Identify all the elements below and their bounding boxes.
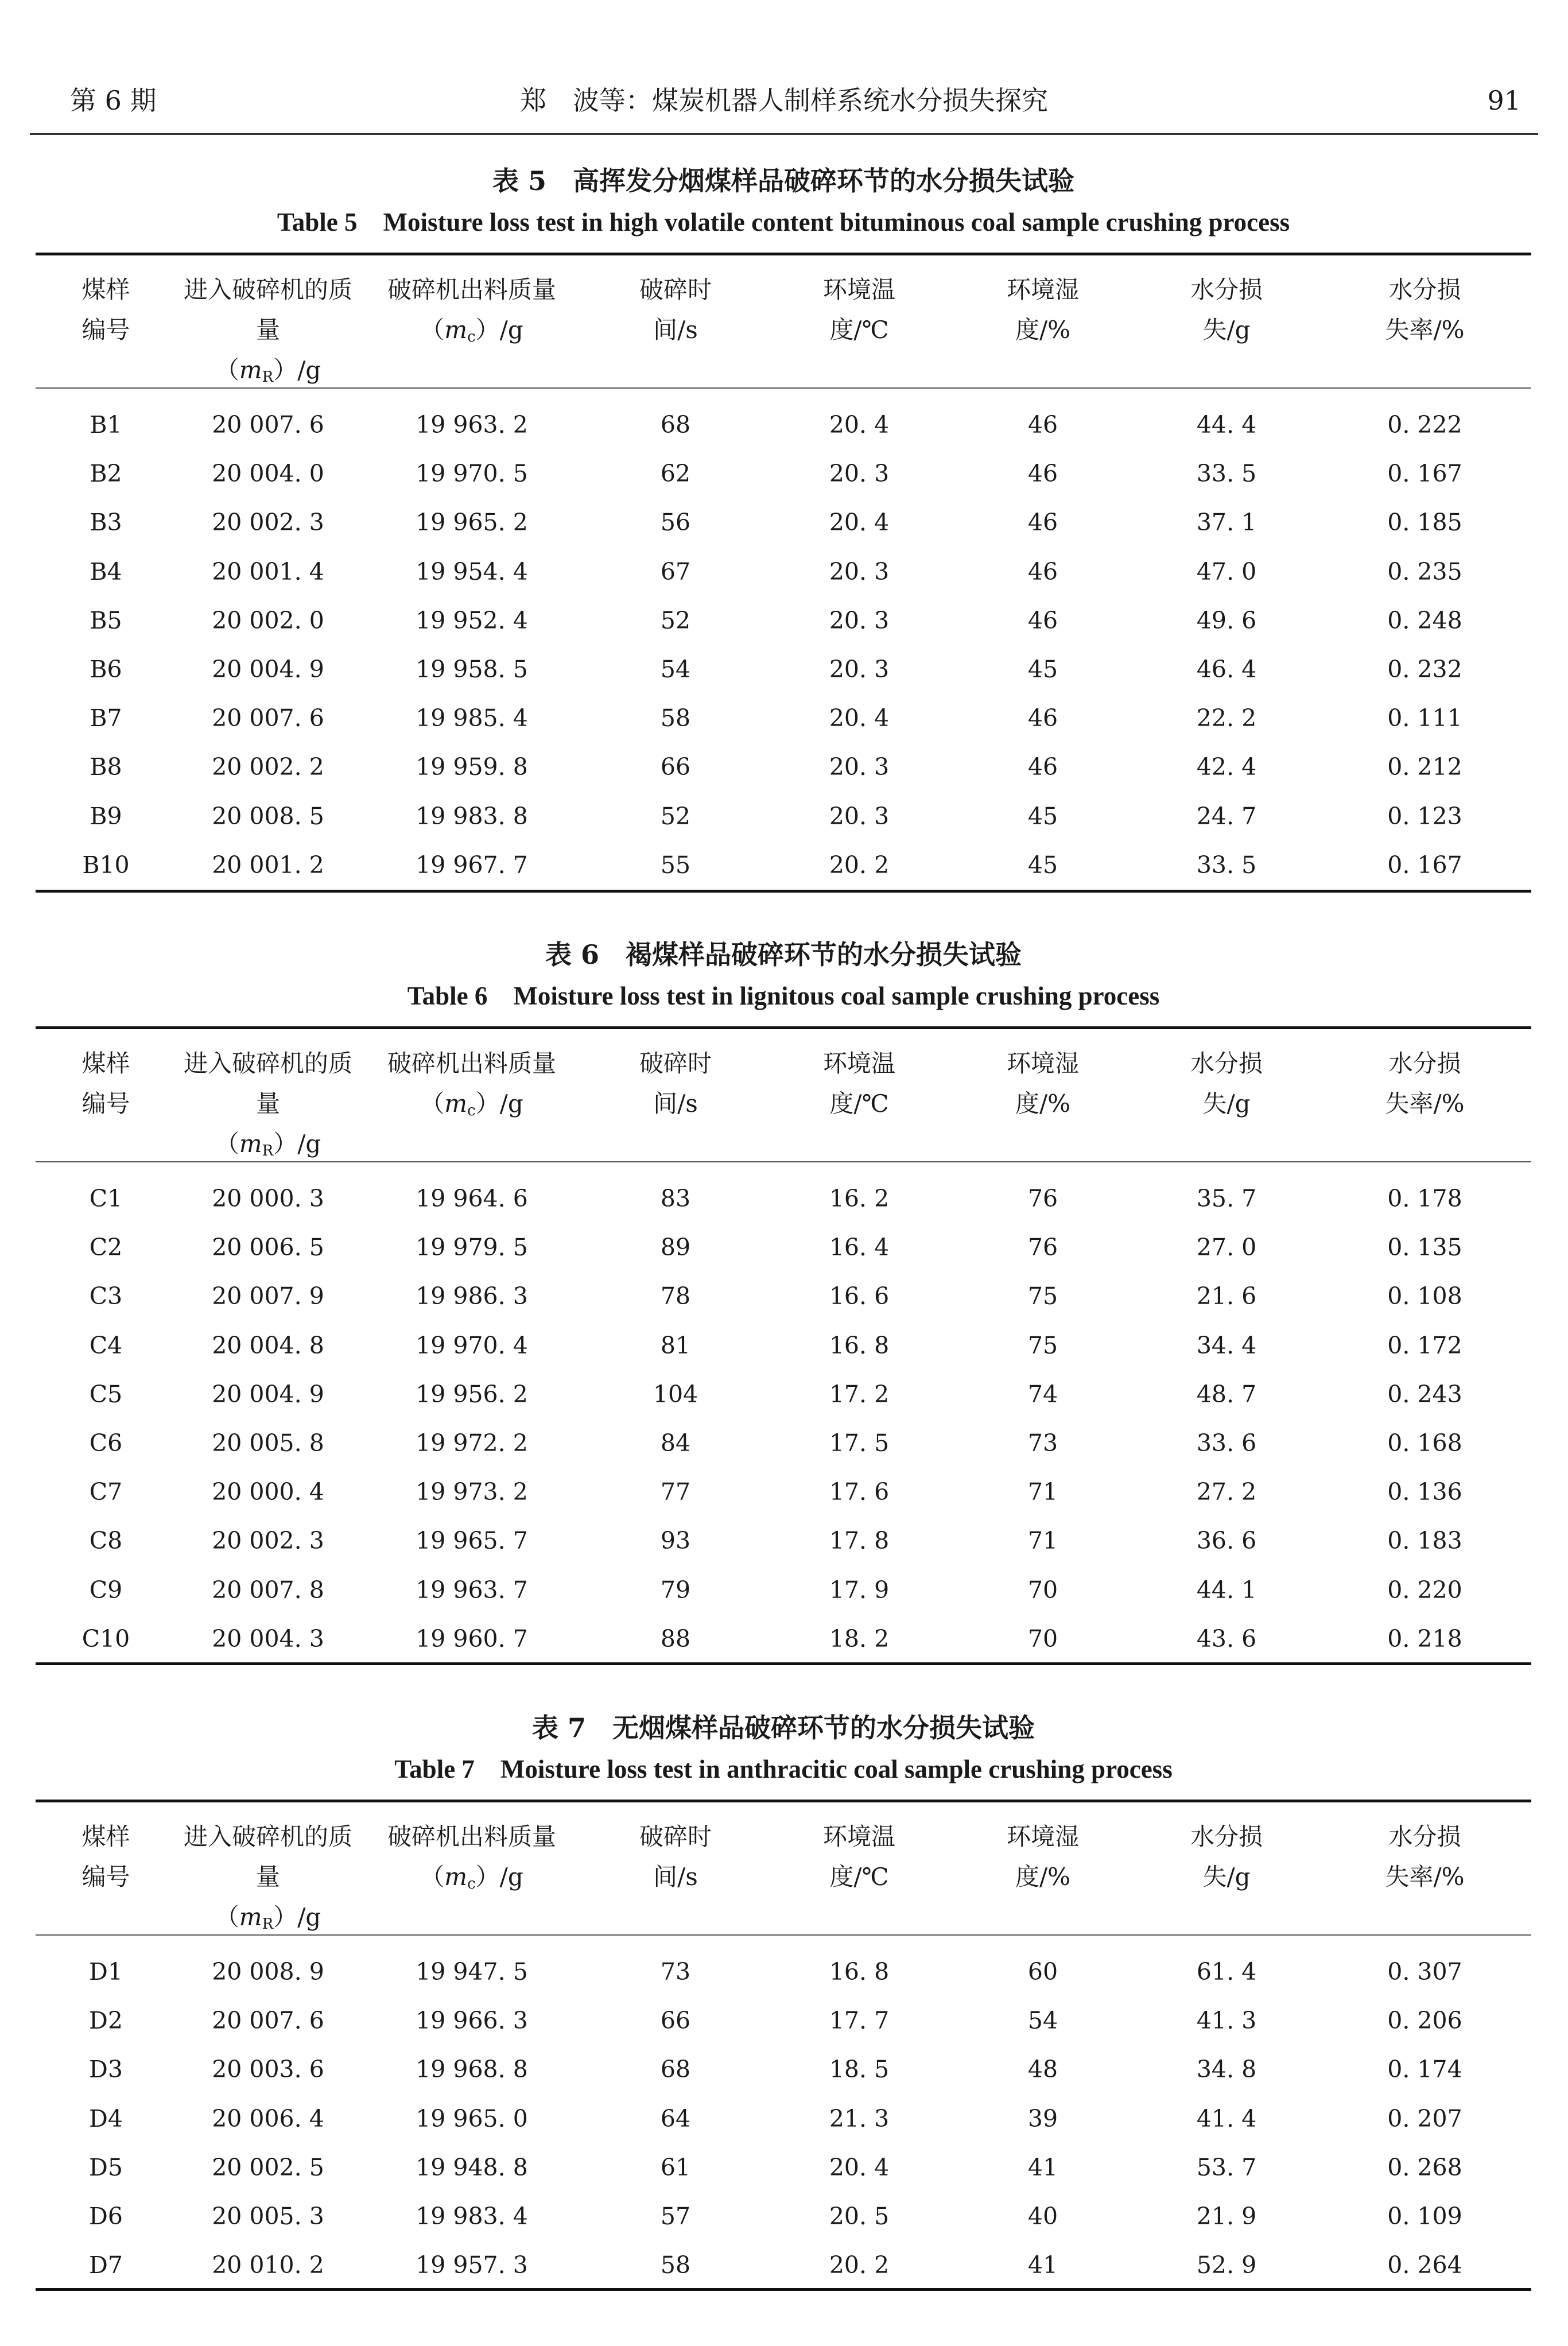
table-cell: 20 001. 4 [212, 557, 324, 585]
table-cell: 83 [660, 1185, 691, 1212]
table-cell: 20. 4 [829, 411, 890, 439]
issue-number: 第 6 期 [70, 85, 157, 116]
table-header-row [36, 270, 1531, 397]
table-cell: 34. 4 [1196, 1331, 1257, 1359]
table-cell: 20. 3 [829, 802, 890, 830]
table-top-rule [36, 1800, 1531, 1802]
table-row [36, 554, 1531, 589]
table-cell: 58 [660, 2251, 691, 2279]
table-cell: 41 [1027, 2153, 1058, 2181]
table-row [36, 1573, 1531, 1607]
table-cell: 49. 6 [1196, 606, 1257, 634]
header-cell-moisture-loss: 水分损 失/g [1190, 276, 1263, 344]
table-cell: 19 963. 7 [416, 1576, 528, 1604]
table-cell: 19 965. 7 [416, 1527, 528, 1555]
header-cell-input-mass: 进入破碎机的质量 $(m_R)/g$ [183, 276, 352, 386]
table-cell: 19 957. 3 [416, 2251, 528, 2279]
table-cell: 37. 1 [1196, 509, 1257, 537]
table-cell: 52 [660, 802, 691, 830]
table-cell: 0. 167 [1387, 460, 1462, 488]
table-cell: 70 [1027, 1624, 1058, 1653]
table-cell: C1 [89, 1185, 123, 1212]
header-cell-loss-rate: 水分损 失率/% [1385, 1822, 1465, 1891]
table-cell: 0. 232 [1387, 656, 1462, 683]
table-row [36, 1426, 1531, 1460]
table-cell: 20. 3 [829, 606, 890, 634]
table-cell: 46 [1027, 411, 1058, 439]
table-cell: D5 [89, 2153, 123, 2181]
table-cell: 33. 5 [1196, 851, 1257, 879]
table-cell: B3 [90, 509, 122, 537]
table-row [36, 1622, 1531, 1656]
header-cell-moisture-loss: 水分损 失/g [1190, 1049, 1263, 1118]
table-cell: 20. 2 [829, 2251, 890, 2279]
table-cell: 55 [660, 851, 691, 879]
table-cell: 16. 8 [829, 1331, 890, 1359]
table-cell: 104 [653, 1380, 698, 1408]
table-cell: 19 985. 4 [416, 704, 528, 732]
header-cell-sample-id: 煤样 编号 [81, 1822, 130, 1891]
table-cell: 19 967. 7 [416, 851, 528, 879]
table-cell: 0. 183 [1387, 1527, 1462, 1555]
table-row [36, 505, 1531, 540]
table-header-row [36, 1817, 1531, 1944]
table-cell: 67 [660, 557, 691, 585]
table-cell: 66 [660, 753, 691, 781]
table-cell: 20 008. 9 [212, 1958, 324, 1986]
header-cell-crush-time: 破碎时 间/s [639, 1049, 712, 1118]
table-cell: 73 [1027, 1429, 1058, 1457]
table-header-rule [36, 1934, 1531, 1936]
table-cell: 70 [1027, 1576, 1058, 1604]
table-cell: 52. 9 [1196, 2251, 1257, 2279]
table-cell: 20 010. 2 [212, 2251, 324, 2279]
table-cell: 20 007. 8 [212, 1576, 324, 1604]
table-cell: 19 965. 0 [416, 2104, 528, 2132]
table-cell: 0. 220 [1387, 1576, 1462, 1604]
table-cell: 46. 4 [1196, 656, 1257, 683]
table-cell: 19 970. 4 [416, 1331, 528, 1359]
table-caption-en: Table 5 Moisture loss test in high volatile content bituminous coal sample crushing process [277, 208, 1290, 236]
table-cell: 19 963. 2 [416, 411, 528, 439]
table-cell: 20 006. 5 [212, 1234, 324, 1262]
table-cell: 0. 168 [1387, 1429, 1462, 1457]
table-cell: 46 [1027, 460, 1058, 488]
table-row [36, 603, 1531, 638]
running-title: 郑 波等：煤炭机器人制样系统水分损失探究 [520, 85, 1048, 116]
table-cell: 19 956. 2 [416, 1380, 528, 1408]
table-cell: 20 007. 6 [212, 2007, 324, 2035]
table-cell: B10 [82, 851, 130, 879]
table-cell: 60 [1027, 1958, 1058, 1986]
table-cell: D3 [89, 2056, 123, 2084]
table-cell: 71 [1027, 1478, 1058, 1506]
table-caption-en: Table 6 Moisture loss test in lignitous coal sample crushing process [407, 982, 1160, 1010]
header-cell-output-mass: 破碎机出料质量 $(m_c)/g$ [387, 276, 556, 346]
table-cell: 75 [1027, 1282, 1058, 1310]
table-cell: B9 [90, 802, 122, 830]
table-cell: 34. 8 [1196, 2056, 1257, 2084]
table-cell: 20. 4 [829, 704, 890, 732]
table-cell: C4 [89, 1331, 123, 1359]
table-cell: C9 [89, 1576, 123, 1604]
table-cell: 20 004. 9 [212, 1380, 324, 1408]
table-cell: 20. 2 [829, 851, 890, 879]
table-cell: 0. 307 [1387, 1958, 1462, 1986]
table-cell: 73 [660, 1958, 691, 1986]
table-cell: B2 [90, 460, 122, 488]
table-row [36, 2052, 1531, 2087]
table-cell: 47. 0 [1196, 557, 1257, 585]
table-cell: 46 [1027, 606, 1058, 634]
table-header-row [36, 1044, 1531, 1171]
table-cell: 0. 243 [1387, 1380, 1462, 1408]
table-cell: 41. 4 [1196, 2104, 1257, 2132]
table-cell: 0. 109 [1387, 2202, 1462, 2230]
table-cell: 61 [660, 2153, 691, 2181]
table-cell: 0. 206 [1387, 2007, 1462, 2035]
table-cell: 20 003. 6 [212, 2056, 324, 2084]
table-cell: 76 [1027, 1185, 1058, 1212]
table-cell: 46 [1027, 753, 1058, 781]
table-row [36, 799, 1531, 833]
table-cell: C8 [89, 1527, 123, 1555]
table-cell: 54 [660, 656, 691, 683]
table-cell: B1 [90, 411, 122, 439]
header-cell-loss-rate: 水分损 失率/% [1385, 1049, 1465, 1118]
table-cell: 20 004. 9 [212, 656, 324, 683]
table-cell: 40 [1027, 2202, 1058, 2230]
table-header-rule [36, 387, 1531, 389]
table-cell: 54 [1027, 2007, 1058, 2035]
table-cell: C2 [89, 1234, 123, 1262]
table-cell: 20. 4 [829, 509, 890, 537]
table-cell: 88 [660, 1624, 691, 1653]
table-row [36, 1955, 1531, 1989]
header-cell-humidity: 环境湿 度/% [1006, 1822, 1079, 1891]
table-row [36, 701, 1531, 735]
table-cell: 0. 111 [1387, 704, 1462, 732]
table-cell: 0. 268 [1387, 2153, 1462, 2181]
table-cell: 20 001. 2 [212, 851, 324, 879]
table-row [36, 2101, 1531, 2136]
table-cell: 36. 6 [1196, 1527, 1257, 1555]
table-cell: 20. 4 [829, 2153, 890, 2181]
running-header [30, 80, 1538, 121]
table-cell: 0. 136 [1387, 1478, 1462, 1506]
table-cell: 71 [1027, 1527, 1058, 1555]
table-cell: 81 [660, 1331, 691, 1359]
table-row [36, 2248, 1531, 2282]
table-caption-cn: 表 5 高挥发分烟煤样品破碎环节的水分损失试验 [492, 165, 1075, 196]
table-cell: 0. 178 [1387, 1185, 1462, 1212]
table-cell: 20. 3 [829, 656, 890, 683]
table-cell: 68 [660, 411, 691, 439]
table-cell: 19 959. 8 [416, 753, 528, 781]
table-cell: 0. 248 [1387, 606, 1462, 634]
header-cell-output-mass: 破碎机出料质量 $(m_c)/g$ [387, 1049, 556, 1119]
header-cell-crush-time: 破碎时 间/s [639, 276, 712, 344]
table-row [36, 2199, 1531, 2233]
table-cell: 0. 123 [1387, 802, 1462, 830]
table-cell: 16. 2 [829, 1185, 890, 1212]
table-cell: 20 007. 6 [212, 411, 324, 439]
table-cell: 19 973. 2 [416, 1478, 528, 1506]
table-cell: 20. 3 [829, 753, 890, 781]
table-cell: 17. 6 [829, 1478, 890, 1506]
table-cell: 20. 3 [829, 460, 890, 488]
table-cell: D7 [89, 2251, 123, 2279]
table-row [36, 1523, 1531, 1558]
table-row [36, 1230, 1531, 1265]
table-cell: 41. 3 [1196, 2007, 1257, 2035]
table-row [36, 408, 1531, 442]
table-row [36, 2150, 1531, 2185]
table-cell: 0. 218 [1387, 1624, 1462, 1653]
table-cell: 48. 7 [1196, 1380, 1257, 1408]
table-row [36, 1475, 1531, 1509]
table-cell: 16. 4 [829, 1234, 890, 1262]
table-cell: 19 965. 2 [416, 509, 528, 537]
header-cell-output-mass: 破碎机出料质量 $(m_c)/g$ [387, 1822, 556, 1893]
table-cell: 19 968. 8 [416, 2056, 528, 2084]
header-cell-sample-id: 煤样 编号 [81, 1049, 130, 1118]
table-cell: 41 [1027, 2251, 1058, 2279]
table-cell: 0. 264 [1387, 2251, 1462, 2279]
header-cell-moisture-loss: 水分损 失/g [1190, 1822, 1263, 1891]
table-cell: 0. 108 [1387, 1282, 1462, 1310]
table-cell: C6 [89, 1429, 123, 1457]
table-bottom-rule [36, 1662, 1531, 1665]
table-cell: 19 947. 5 [416, 1958, 528, 1986]
table-cell: 19 966. 3 [416, 2007, 528, 2035]
table-top-rule [36, 253, 1531, 255]
table-cell: 79 [660, 1576, 691, 1604]
table-cell: 0. 167 [1387, 851, 1462, 879]
table-cell: 35. 7 [1196, 1185, 1257, 1212]
table-cell: 42. 4 [1196, 753, 1257, 781]
table-row [36, 1328, 1531, 1363]
table-caption-cn: 表 6 褐煤样品破碎环节的水分损失试验 [545, 939, 1022, 970]
table-cell: 0. 207 [1387, 2104, 1462, 2132]
table-cell: 20 000. 4 [212, 1478, 324, 1506]
table-cell: D4 [89, 2104, 123, 2132]
header-cell-humidity: 环境湿 度/% [1006, 276, 1079, 344]
header-cell-input-mass: 进入破碎机的质量 $(m_R)/g$ [183, 1049, 352, 1160]
table-cell: 77 [660, 1478, 691, 1506]
table-row [36, 652, 1531, 687]
table-cell: B7 [90, 704, 122, 732]
table-cell: 17. 9 [829, 1576, 890, 1604]
page-number: 91 [1487, 85, 1521, 116]
table-cell: 17. 5 [829, 1429, 890, 1457]
table-cell: 19 954. 4 [416, 557, 528, 585]
table-cell: 19 952. 4 [416, 606, 528, 634]
table-cell: 0. 172 [1387, 1331, 1462, 1359]
table-cell: 0. 185 [1387, 509, 1462, 537]
table-cell: 19 948. 8 [416, 2153, 528, 2181]
table-row [36, 1377, 1531, 1412]
table-cell: B6 [90, 656, 122, 683]
table-cell: 74 [1027, 1380, 1058, 1408]
table-cell: C7 [89, 1478, 123, 1506]
table-cell: 0. 212 [1387, 753, 1462, 781]
table-cell: 44. 4 [1196, 411, 1257, 439]
table-cell: 66 [660, 2007, 691, 2035]
table-header-rule [36, 1161, 1531, 1162]
table-cell: 20 006. 4 [212, 2104, 324, 2132]
table-cell: 61. 4 [1196, 1958, 1257, 1986]
table-bottom-rule [36, 890, 1531, 893]
header-rule [30, 133, 1538, 135]
table-row [36, 750, 1531, 784]
table-row [36, 1279, 1531, 1313]
table-cell: 18. 5 [829, 2056, 890, 2084]
table-row [36, 848, 1531, 882]
table-cell: C3 [89, 1282, 123, 1310]
table-cell: 53. 7 [1196, 2153, 1257, 2181]
table-cell: 27. 2 [1196, 1478, 1257, 1506]
table-cell: 84 [660, 1429, 691, 1457]
table-caption-en: Table 7 Moisture loss test in anthracitic coal sample crushing process [394, 1755, 1173, 1783]
table-cell: 21. 6 [1196, 1282, 1257, 1310]
table-cell: 20. 5 [829, 2202, 890, 2230]
table-cell: 17. 8 [829, 1527, 890, 1555]
table-cell: 20 007. 9 [212, 1282, 324, 1310]
table-cell: 93 [660, 1527, 691, 1555]
table-cell: 20 008. 5 [212, 802, 324, 830]
table-cell: 27. 0 [1196, 1234, 1257, 1262]
table-cell: 46 [1027, 704, 1058, 732]
table-cell: 48 [1027, 2056, 1058, 2084]
table-cell: 20 004. 0 [212, 460, 324, 488]
header-cell-loss-rate: 水分损 失率/% [1385, 276, 1465, 344]
header-cell-humidity: 环境湿 度/% [1006, 1049, 1079, 1118]
table-cell: 0. 135 [1387, 1234, 1462, 1262]
table-cell: 19 986. 3 [416, 1282, 528, 1310]
table-cell: 57 [660, 2202, 691, 2230]
table-cell: 20 004. 3 [212, 1624, 324, 1653]
table-cell: 20 000. 3 [212, 1185, 324, 1212]
table-cell: 20 002. 5 [212, 2153, 324, 2181]
table-caption-cn: 表 7 无烟煤样品破碎环节的水分损失试验 [531, 1712, 1035, 1743]
header-cell-input-mass: 进入破碎机的质量 $(m_R)/g$ [183, 1822, 352, 1933]
table-cell: B8 [90, 753, 122, 781]
table-cell: B5 [90, 606, 122, 634]
table-cell: 19 964. 6 [416, 1185, 528, 1212]
table-cell: 76 [1027, 1234, 1058, 1262]
header-cell-temperature: 环境温 度/℃ [822, 1049, 895, 1118]
table-cell: 20 004. 8 [212, 1331, 324, 1359]
table-cell: 20 002. 3 [212, 1527, 324, 1555]
table-row [36, 456, 1531, 491]
table-cell: 45 [1027, 851, 1058, 879]
table-cell: 78 [660, 1282, 691, 1310]
table-cell: 21. 3 [829, 2104, 890, 2132]
table-cell: 24. 7 [1196, 802, 1257, 830]
table-cell: 17. 2 [829, 1380, 890, 1408]
table-cell: 46 [1027, 509, 1058, 537]
table-cell: 19 983. 4 [416, 2202, 528, 2230]
table-cell: 18. 2 [829, 1624, 890, 1653]
table-cell: 46 [1027, 557, 1058, 585]
table-cell: 17. 7 [829, 2007, 890, 2035]
table-cell: 39 [1027, 2104, 1058, 2132]
table-cell: 19 960. 7 [416, 1624, 528, 1653]
table-cell: 62 [660, 460, 691, 488]
table-cell: D1 [89, 1958, 123, 1986]
table-cell: 75 [1027, 1331, 1058, 1359]
table-cell: 0. 235 [1387, 557, 1462, 585]
table-cell: 16. 8 [829, 1958, 890, 1986]
table-cell: 19 958. 5 [416, 656, 528, 683]
table-cell: 43. 6 [1196, 1624, 1257, 1653]
table-row [36, 1181, 1531, 1216]
table-cell: D6 [89, 2202, 123, 2230]
header-cell-temperature: 环境温 度/℃ [822, 276, 895, 344]
header-cell-crush-time: 破碎时 间/s [639, 1822, 712, 1891]
table-cell: 20 005. 3 [212, 2202, 324, 2230]
table-cell: C5 [89, 1380, 123, 1408]
table-cell: 19 979. 5 [416, 1234, 528, 1262]
table-cell: 22. 2 [1196, 704, 1257, 732]
table-cell: 44. 1 [1196, 1576, 1257, 1604]
table-cell: 45 [1027, 802, 1058, 830]
table-cell: B4 [90, 557, 122, 585]
table-cell: 58 [660, 704, 691, 732]
table-cell: 33. 5 [1196, 460, 1257, 488]
table-cell: 20 002. 3 [212, 509, 324, 537]
table-cell: 20 005. 8 [212, 1429, 324, 1457]
table-cell: 45 [1027, 656, 1058, 683]
table-bottom-rule [36, 2288, 1531, 2291]
table-cell: 56 [660, 509, 691, 537]
table-cell: 20 002. 0 [212, 606, 324, 634]
table-cell: 16. 6 [829, 1282, 890, 1310]
table-cell: 0. 222 [1387, 411, 1462, 439]
table-row [36, 2003, 1531, 2038]
table-cell: D2 [89, 2007, 123, 2035]
table-cell: 20. 3 [829, 557, 890, 585]
header-cell-sample-id: 煤样 编号 [81, 276, 130, 344]
table-cell: C10 [81, 1624, 130, 1653]
table-cell: 20 007. 6 [212, 704, 324, 732]
table-cell: 52 [660, 606, 691, 634]
table-cell: 19 972. 2 [416, 1429, 528, 1457]
table-cell: 33. 6 [1196, 1429, 1257, 1457]
table-cell: 68 [660, 2056, 691, 2084]
table-cell: 64 [660, 2104, 691, 2132]
table-cell: 19 970. 5 [416, 460, 528, 488]
table-cell: 19 983. 8 [416, 802, 528, 830]
table-cell: 0. 174 [1387, 2056, 1462, 2084]
table-cell: 21. 9 [1196, 2202, 1257, 2230]
table-top-rule [36, 1026, 1531, 1029]
table-cell: 20 002. 2 [212, 753, 324, 781]
table-cell: 89 [660, 1234, 691, 1262]
header-cell-temperature: 环境温 度/℃ [822, 1822, 895, 1891]
